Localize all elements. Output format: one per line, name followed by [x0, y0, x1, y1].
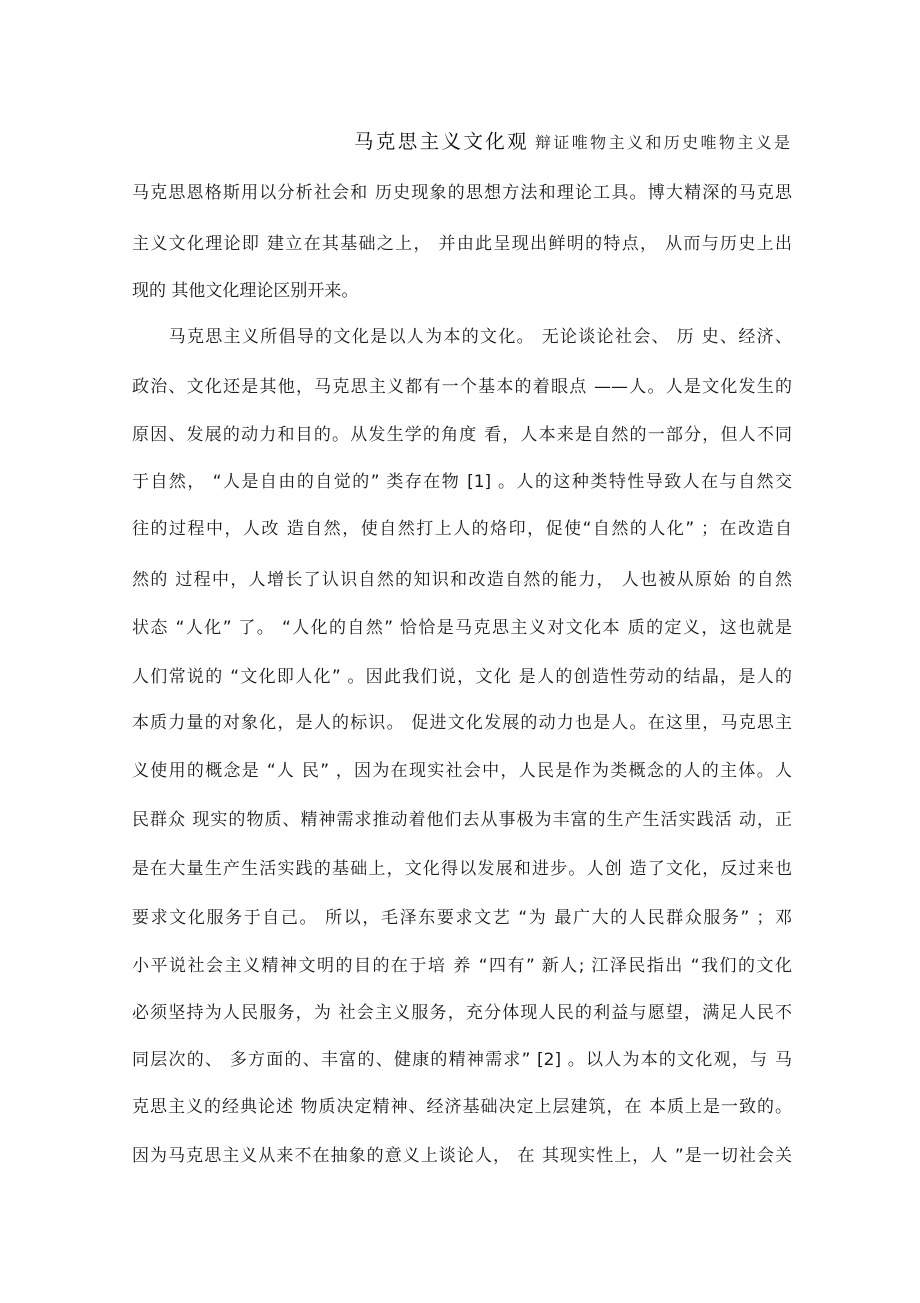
text-line: 于自然， “人是自由的自觉的” 类存在物 [1] 。人的这种类特性导致人在与自然交	[132, 472, 792, 492]
text-line: 状态 “人化” 了。 “人化的自然” 恰恰是马克思主义对文化本 质的定义，这也就是	[132, 618, 792, 638]
text-line: 是在大量生产生活实践的基础上，文化得以发展和进步。人创 造了文化，反过来也	[132, 859, 792, 879]
text-line: 原因、发展的动力和目的。从发生学的角度 看，人本来是自然的一部分，但人不同	[132, 425, 792, 445]
text-line: 人们常说的 “文化即人化” 。因此我们说，文化 是人的创造性劳动的结晶，是人的	[132, 667, 792, 687]
text-line: 义使用的概念是 “人 民” ，因为在现实社会中，人民是作为类概念的人的主体。人	[132, 761, 792, 781]
text-line: 因为马克思主义从来不在抽象的意义上谈论人， 在 其现实性上，人 ”是一切社会关	[132, 1146, 792, 1166]
text-line: 小平说社会主义精神文明的目的在于培 养 “四有” 新人; 江泽民指出 “我们的文化	[132, 956, 792, 976]
title-line	[354, 125, 790, 159]
text-line: 民群众 现实的物质、精神需求推动着他们去从事极为丰富的生产生活实践活 动，正	[132, 810, 792, 830]
text-line: 同层次的、 多方面的、丰富的、健康的精神需求” [2] 。以人为本的文化观，与 马	[132, 1050, 792, 1070]
text-line: 往的过程中，人改 造自然，使自然打上人的烙印，促使“自然的人化” ；在改造自	[132, 519, 792, 539]
title-line-text: 辩证唯物主义和历史唯物主义是	[535, 133, 790, 152]
text-line: 然的 过程中，人增长了认识自然的知识和改造自然的能力， 人也被从原始 的自然	[132, 570, 792, 590]
text-line: 本质力量的对象化，是人的标识。 促进文化发展的动力也是人。在这里，马克思主	[132, 713, 792, 733]
text-line: 主义文化理论即 建立在其基础之上， 并由此呈现出鲜明的特点， 从而与历史上出	[132, 234, 792, 254]
text-line: 马克思恩格斯用以分析社会和 历史现象的思想方法和理论工具。博大精深的马克思	[132, 183, 792, 203]
text-line: 克思主义的经典论述 物质决定精神、经济基础决定上层建筑，在 本质上是一致的。	[132, 1097, 792, 1117]
text-line: 政治、文化还是其他，马克思主义都有一个基本的着眼点 ——人。人是文化发生的	[132, 377, 792, 397]
document-title: 马克思主义文化观	[354, 130, 530, 153]
text-line: 现的 其他文化理论区别开来。	[132, 281, 359, 301]
text-line: 要求文化服务于自己。 所以，毛泽东要求文艺 “为 最广大的人民群众服务” ；邓	[132, 908, 792, 928]
text-line: 必须坚持为人民服务，为 社会主义服务，充分体现人民的利益与愿望，满足人民不	[132, 1003, 792, 1023]
text-line: 马克思主义所倡导的文化是以人为本的文化。 无论谈论社会、 历 史、经济、	[132, 327, 792, 347]
